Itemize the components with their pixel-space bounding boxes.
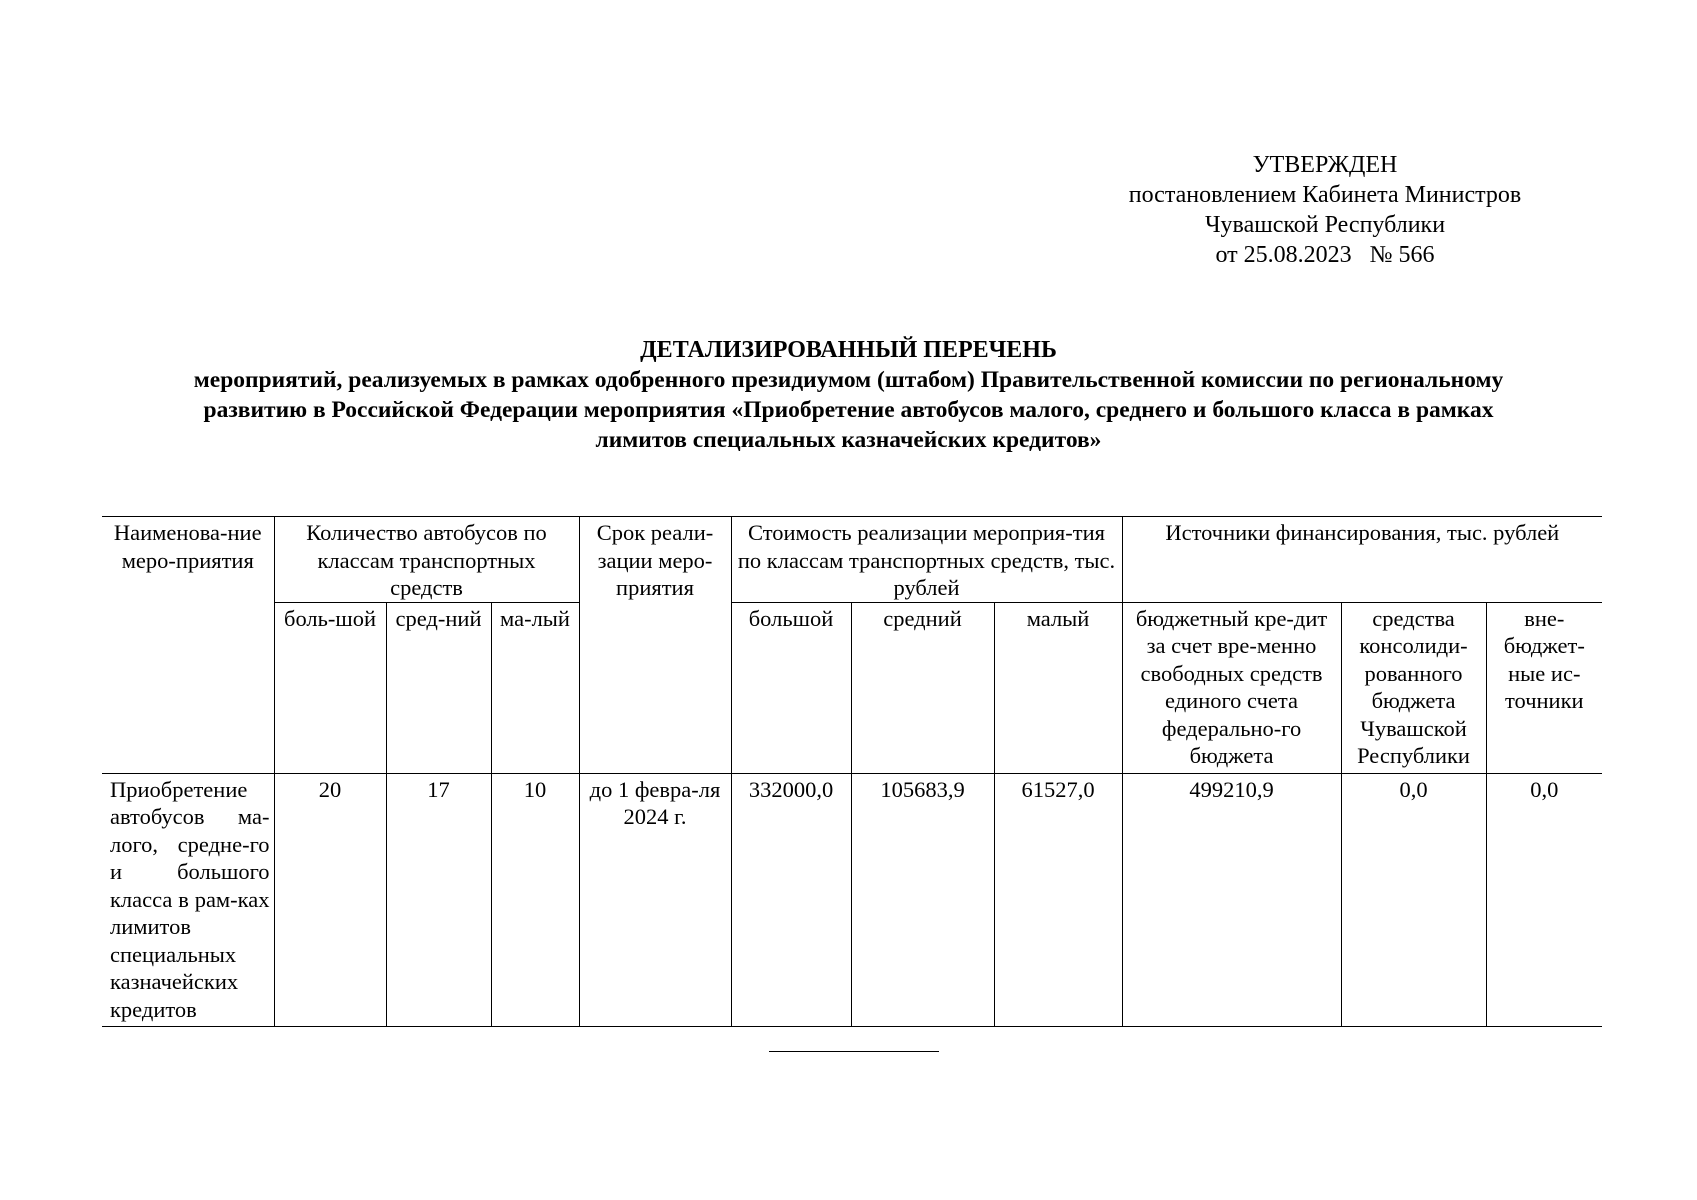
- subheader-src-consolidated: средства консолиди-рованного бюджета Чувашской Республики: [1341, 602, 1486, 773]
- subheader-qty-big: боль-шой: [274, 602, 386, 773]
- cell-qty-big: 20: [274, 773, 386, 1026]
- subtitle-line-3: лимитов специальных казначейских кредитов»: [595, 427, 1102, 453]
- header-name: Наименова-ние меро-приятия: [102, 517, 274, 774]
- subheader-src-budget-credit: бюджетный кре-дит за счет вре-менно свободных средств единого счета федерально-го бюджета: [1122, 602, 1341, 773]
- subheader-qty-small: ма-лый: [491, 602, 579, 773]
- subheader-cost-mid: средний: [851, 602, 994, 773]
- approval-line-1: постановлением Кабинета Министров: [1128, 182, 1522, 208]
- events-table: [102, 516, 1602, 1027]
- cell-cost-small: 61527,0: [994, 773, 1122, 1026]
- approval-stamp: [1090, 150, 1560, 270]
- subheader-cost-big: большой: [731, 602, 851, 773]
- approval-line-2: Чувашской Республики: [1204, 212, 1446, 238]
- table-subheader-row: [102, 602, 1602, 773]
- cell-cost-big: 332000,0: [731, 773, 851, 1026]
- table-header-row: [102, 517, 1602, 603]
- document-title: [100, 335, 1597, 455]
- cell-cost-mid: 105683,9: [851, 773, 994, 1026]
- header-sources: Источники финансирования, тыс. рублей: [1122, 517, 1602, 603]
- subheader-src-extra: вне-бюджет-ные ис-точники: [1486, 602, 1602, 773]
- approval-date: от 25.08.2023: [1215, 242, 1352, 268]
- header-quantity: Количество автобусов по классам транспортных средств: [274, 517, 579, 603]
- approval-date-line: [1090, 240, 1560, 270]
- cell-name: Приобретение автобусов ма-лого, средне-го и большого класса в рам-ках лимитов специальных казначейских кредитов: [102, 773, 274, 1026]
- cell-src-consolidated: 0,0: [1341, 773, 1486, 1026]
- table-row: [102, 773, 1602, 1026]
- subtitle-line-1: мероприятий, реализуемых в рамках одобренного президиумом (штабом) Правительственной комиссии по региональному: [193, 367, 1504, 393]
- header-cost: Стоимость реализации мероприя-тия по классам транспортных средств, тыс. рублей: [731, 517, 1122, 603]
- subheader-cost-small: малый: [994, 602, 1122, 773]
- approval-status: УТВЕРЖДЕН: [1252, 152, 1398, 178]
- cell-src-extra: 0,0: [1486, 773, 1602, 1026]
- footer-divider: [769, 1051, 939, 1052]
- cell-qty-small: 10: [491, 773, 579, 1026]
- cell-qty-mid: 17: [386, 773, 491, 1026]
- page-title: ДЕТАЛИЗИРОВАННЫЙ ПЕРЕЧЕНЬ: [640, 337, 1057, 363]
- approval-number: № 566: [1369, 242, 1435, 268]
- cell-src-budget-credit: 499210,9: [1122, 773, 1341, 1026]
- header-term: Срок реали-зации меро-приятия: [579, 517, 731, 774]
- subheader-qty-mid: сред-ний: [386, 602, 491, 773]
- subtitle-line-2: развитию в Российской Федерации мероприятия «Приобретение автобусов малого, среднего и большого класса в рамках: [203, 397, 1494, 423]
- cell-term: до 1 февра-ля 2024 г.: [579, 773, 731, 1026]
